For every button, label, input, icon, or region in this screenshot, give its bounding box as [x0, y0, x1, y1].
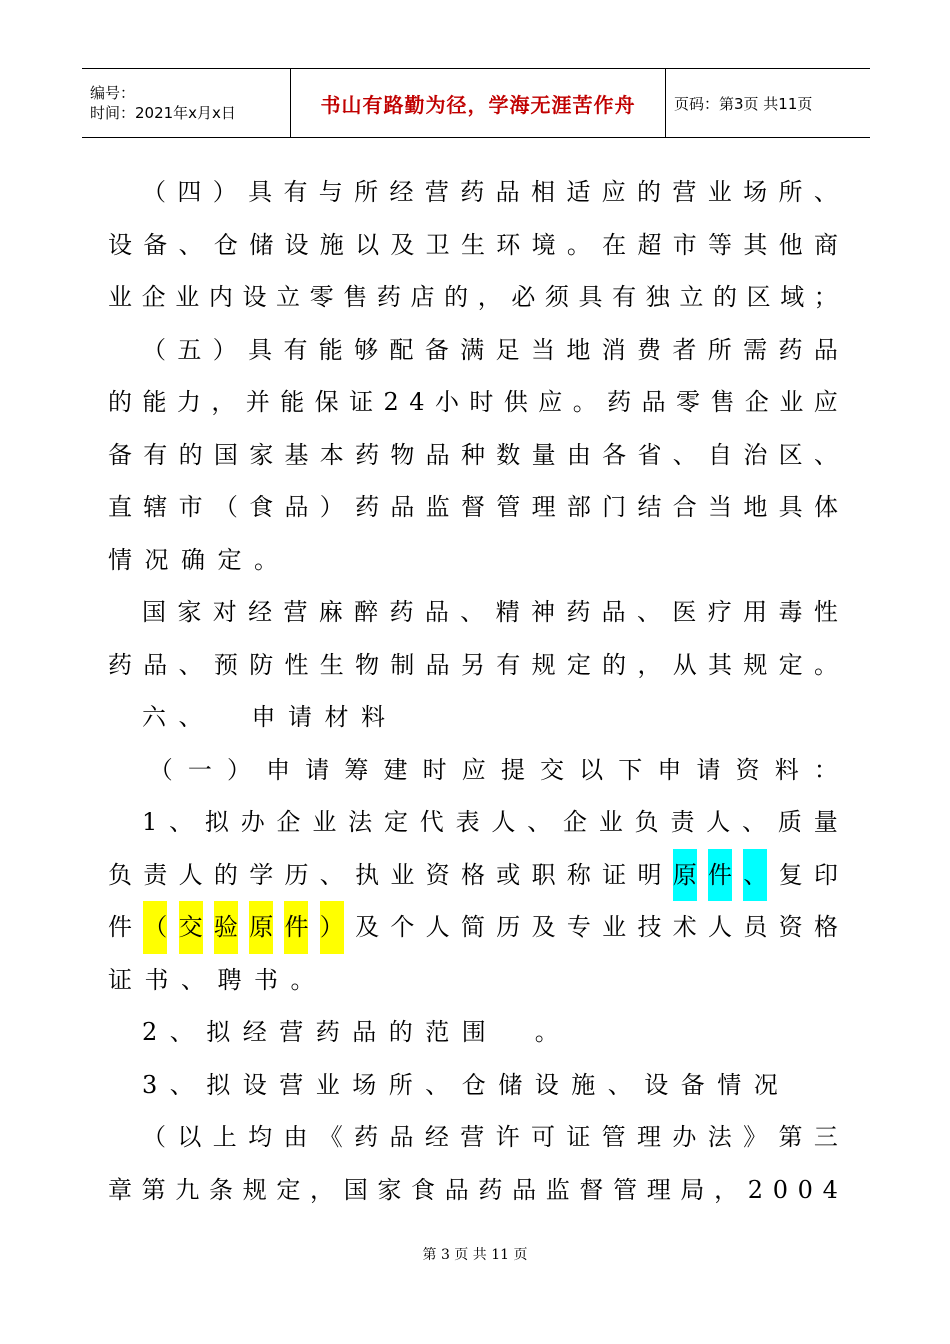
body-line: 国 家 对 经 营 麻 醉 药 品 、 精 神 药 品 、 医 疗 用 毒 性	[142, 598, 838, 626]
body-line: 3 、 拟 设 营 业 场 所 、 仓 储 设 施 、 设 备 情 况	[142, 1070, 778, 1099]
header-right	[666, 69, 812, 137]
body-line: 备 有 的 国 家 基 本 药 物 品 种 数 量 由 各 省 、 自 治 区 、	[108, 440, 838, 469]
page-header	[82, 68, 870, 138]
number-label: 编号：	[90, 84, 136, 102]
body-line: 药 品 、 预 防 性 生 物 制 品 另 有 规 定 的 ， 从 其 规 定 。	[108, 650, 838, 679]
body-line: 证 书 、 聘 书 。	[108, 965, 315, 994]
body-line: （ 四 ） 具 有 与 所 经 营 药 品 相 适 应 的 营 业 场 所 、	[142, 178, 838, 206]
page-label: 页码：第3页 共11页	[674, 94, 813, 113]
body-line: 的 能 力 ， 并 能 保 证 2 4 小 时 供 应 。 药 品 零 售 企 业 应	[108, 388, 838, 416]
body-line: 情 况 确 定 。	[108, 545, 278, 574]
time-label: 时间：2021年x月x日	[90, 104, 236, 122]
document-body	[108, 166, 838, 1216]
body-line: （ 一 ） 申 请 筹 建 时 应 提 交 以 下 申 请 资 料 ：	[148, 755, 838, 784]
body-line: 业 企 业 内 设 立 零 售 药 店 的 ， 必 须 具 有 独 立 的 区 域 ；	[108, 283, 838, 311]
header-left	[82, 69, 290, 137]
motto-text: 书山有路勤为径，学海无涯苦作舟	[320, 92, 636, 117]
body-line: 件 （ 交 验 原 件 ） 及 个 人 简 历 及 专 业 技 术 人 员 资 格	[108, 901, 838, 954]
header-motto	[290, 69, 666, 137]
body-line: 设 备 、 仓 储 设 施 以 及 卫 生 环 境 。 在 超 市 等 其 他 商	[108, 230, 838, 259]
body-line: 直 辖 市 （ 食 品 ） 药 品 监 督 管 理 部 门 结 合 当 地 具 体	[108, 493, 838, 521]
body-line: 章 第 九 条 规 定 ， 国 家 食 品 药 品 监 督 管 理 局 ， 2 0 0 4	[108, 1175, 838, 1204]
body-line: 负 责 人 的 学 历 、 执 业 资 格 或 职 称 证 明 原 件 、 复 印	[108, 849, 838, 902]
body-line: 六 、 申 请 材 料	[142, 703, 385, 731]
body-line: 2 、 拟 经 营 药 品 的 范 围 。	[142, 1018, 559, 1046]
body-line: （ 五 ） 具 有 能 够 配 备 满 足 当 地 消 费 者 所 需 药 品	[142, 335, 838, 364]
body-line: （ 以 上 均 由 《 药 品 经 营 许 可 证 管 理 办 法 》 第 三	[142, 1123, 838, 1151]
page-footer: 第 3 页 共 11 页	[422, 1247, 528, 1263]
body-line: 1 、 拟 办 企 业 法 定 代 表 人 、 企 业 负 责 人 、 质 量	[142, 808, 838, 836]
